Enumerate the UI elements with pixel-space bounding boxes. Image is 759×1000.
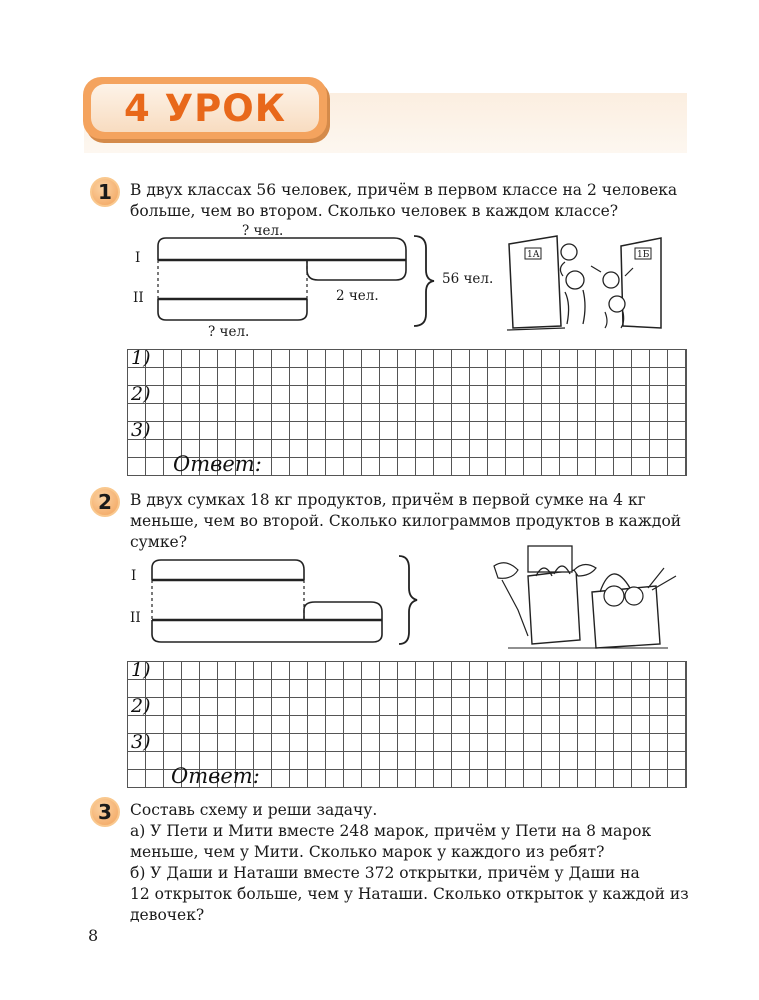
task-2-illustration — [488, 540, 683, 655]
task-1-answer-label: Ответ: — [173, 452, 262, 476]
task-1-line-1: В двух классах 56 человек, причём в первом классе на 2 человека — [130, 181, 678, 199]
task-1-illustration — [505, 232, 665, 332]
task-1-step-2: 2) — [131, 383, 151, 405]
page-number: 8 — [88, 926, 99, 945]
task-3-number: 3 — [90, 797, 120, 827]
task-3-line-4: б) У Даши и Наташи вместе 372 открытки, причём у Даши на — [130, 864, 640, 882]
door-1-label: 1А — [527, 250, 540, 260]
task-2-row-1-label: I — [131, 568, 137, 584]
task-3-line-5: 12 открыток больше, чем у Наташи. Сколько открыток у каждой из — [130, 885, 689, 903]
task-2-step-2: 2) — [131, 695, 151, 717]
task-1-line-2: больше, чем во втором. Сколько человек в каждом классе? — [130, 202, 619, 220]
task-2-step-3: 3) — [131, 731, 151, 753]
task-1-row-2-label: II — [133, 290, 144, 306]
task-1-difference-label: 2 чел. — [336, 288, 379, 304]
lesson-title: 4 УРОК — [124, 86, 286, 130]
task-3-line-1: Составь схему и реши задачу. — [130, 801, 378, 819]
task-1-label-bottom: ? чел. — [208, 324, 250, 340]
task-1-total-label: 56 чел. — [442, 271, 494, 287]
task-1-number: 1 — [90, 177, 120, 207]
task-2-line-1: В двух сумках 18 кг продуктов, причём в первой сумке на 4 кг — [130, 491, 646, 509]
task-1-label-top: ? чел. — [242, 223, 284, 239]
task-2-step-1: 1) — [131, 659, 151, 681]
task-2-line-2: меньше, чем во второй. Сколько килограммов продуктов в каждой — [130, 512, 682, 530]
task-1-step-3: 3) — [131, 419, 151, 441]
task-3-line-2: а) У Пети и Мити вместе 248 марок, причём у Пети на 8 марок — [130, 822, 652, 840]
task-2-number: 2 — [90, 487, 120, 517]
task-3-line-6: девочек? — [130, 906, 205, 924]
task-2-line-3: сумке? — [130, 533, 188, 551]
task-2-answer-label: Ответ: — [171, 764, 260, 788]
task-1-segment-diagram — [150, 232, 440, 332]
lesson-badge-inner — [91, 84, 319, 132]
task-1-step-1: 1) — [131, 347, 151, 369]
task-2-row-2-label: II — [130, 610, 141, 626]
door-2-label: 1Б — [637, 250, 650, 260]
task-2-segment-diagram — [145, 552, 420, 648]
task-3-line-3: меньше, чем у Мити. Сколько марок у каждого из ребят? — [130, 843, 605, 861]
task-1-row-1-label: I — [135, 250, 141, 266]
